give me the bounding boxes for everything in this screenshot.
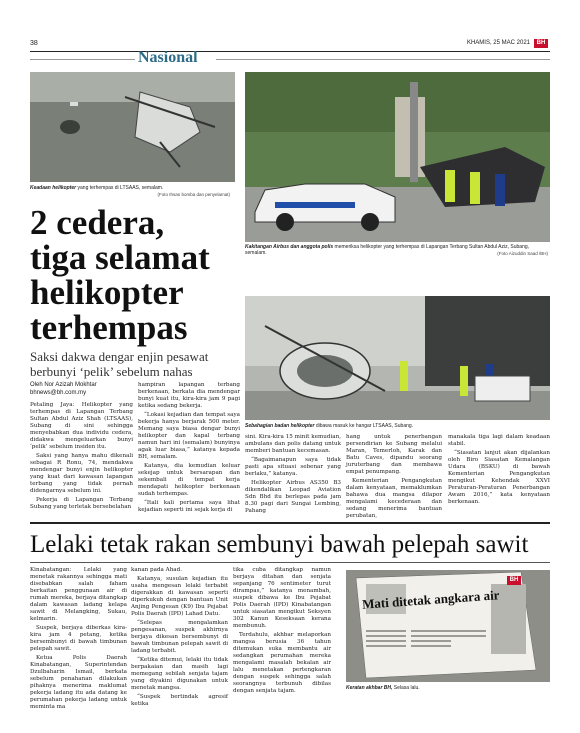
paragraph: Terdahulu, akhbar melaporkan mangsa berusia 36 tahun ditemukan suka membantu air sedangkan perumahan mereka mengalami masalah bekalan air lalu menetakan pertengkaran dengan suspek sehingga salah seorangnya terbunuh dibilas dengan senjata tajam. (233, 632, 331, 694)
photo1-caption-text: yang terhempas di LTSAAS, semalam. (76, 185, 164, 191)
issue-date: KHAMIS, 25 MAC 2021 (466, 40, 530, 46)
paragraph: “Siasatan lanjut akan dijalankan oleh Biro Siasatan Kemalangan Udara (BSKU) di bawah Kementerian Pengangkutan mengikut Kehendak XXVI Peraturan-Peraturan Penerbangan Awam 2016,” kata kenyataan berkenaan. (448, 450, 550, 505)
paragraph: Katanya, susulan kejadian itu usaha mengesan lelaki terbabit digerakkan di kawasan seperti diperkukuh dengan bantuan Unit Anjing Pengesan (K9) Ibu Pejabat Polis Daerah (IPD) Lahad Datu. (131, 576, 228, 617)
paragraph: Katanya, dia kemudian keluar sekejap untuk bersarapan dan sekembali di tempat kerja mendapati helikopter berkenaan sudah terhempas. (138, 463, 240, 497)
clipping-caption (346, 685, 550, 691)
bh-logo: BH (534, 39, 548, 48)
photo1-credit: (Foto Ihsan bomba dan penyelamat) (157, 192, 230, 197)
headline-line: terhempas (30, 308, 188, 347)
section-rule-right (216, 59, 550, 60)
story1-column-4 (346, 434, 442, 522)
paragraph: tika cuba ditangkap namun berjaya ditahan dan senjata sepanjang 76 sentimeter turut dirampas,” katanya menambah, suspek dibawa ke Ibu Pejabat Polis Daerah (IPD) Kinabatangan untuk siasatan mengikut Seksyen 302 Kanun Keseksaan kerana membunuh. (233, 567, 331, 629)
byline-email: bhnews@bh.com.my (30, 389, 87, 396)
story-divider (30, 522, 550, 524)
story2-column-1 (30, 567, 127, 713)
clipping-headline: Mati ditetak angkara air (361, 587, 500, 612)
photo1-caption (30, 185, 235, 191)
paragraph: Petaling Jaya: Helikopter yang terhempas di Lapangan Terbang Sultan Abdul Aziz Shah (LTSAAS), Subang di sini sehingga menyebabkan dua individu cedera, didakwa mengeluarkan bunyi ‘pelik’ sebelum insiden itu. (30, 402, 133, 450)
paragraph: manakala tiga lagi dalam keadaan stabil. (448, 434, 550, 447)
story1-column-1 (30, 402, 133, 513)
section-title: Nasional (138, 49, 198, 66)
headline-line: helikopter (30, 273, 184, 312)
paragraph: kanan pada Ahad. (131, 567, 182, 573)
photo-police-car-helicopter (245, 72, 550, 242)
paragraph: Saksi yang hanya mahu dikenali sebagai R Ronu, 74, mendakwa mendengar bunyi enjin helikopter yang kuat dari kawasan lapangan terbang yang tidak pernah didengarnya sebelum ini. (30, 453, 133, 494)
story1-column-5 (448, 434, 550, 508)
header-rule (30, 51, 550, 52)
byline-name: Oleh Nor Azizah Mokhtar (30, 382, 97, 388)
main-headline (30, 205, 240, 345)
story1-column-3 (245, 434, 341, 517)
paragraph: Ketua Polis Daerah Kinabatangan, Superintendan Dzulbaharin Ismail, berkata sebelum penahanan dilakukan pihaknya menerima maklumat pekerja ladang itu ada datang ke perumahan pekerja ladang untuk meminta ma (30, 655, 127, 710)
paragraph: “Selepas mengalamkan pengesanan, suspek akhirnya berjaya dikesan bersembunyi di bawah timbunan pelepah sawit di ladang terbabit. (131, 620, 228, 654)
story1-column-2 (138, 382, 240, 516)
paragraph: “Suspek bertindak agresif ketika (131, 694, 228, 707)
paragraph: “Bagaimanapun saya tidak pasti apa situasi sebenar yang berlaku,” katanya. (245, 457, 341, 477)
photo-newspaper-clipping (346, 570, 550, 682)
clipping-caption-text: Selasa lalu. (392, 685, 420, 691)
photo2-credit: (Foto Aizuddin Saad /BH) (497, 251, 548, 256)
sub-headline: Saksi dakwa dengar enjin pesawat berbunyi ‘pelik’ sebelum nahas (30, 349, 209, 379)
paragraph: “Itali kali pertama saya lihat kejadian seperti ini sejak kerja di (138, 500, 240, 513)
story2-headline: Lelaki tetak rakan sembunyi bawah pelepah sawit (30, 531, 529, 558)
paragraph: “Ketika ditemui, lelaki itu tidak berpakaian dan masih lagi memegang sebilah senjata tajam yang diyakini digunakan untuk menetak mangsa. (131, 657, 228, 691)
paragraph: “Lokasi kejadian dan tempat saya bekerja hanya berjarak 500 meter. Memang saya biasa dengar bunyi helikopter dan kapal terbang namun hari ini (semalam) bunyinya agak luar biasa,” katanya kepada BH, semalam. (138, 412, 240, 460)
story2-column-2 (131, 567, 228, 710)
photo3-caption-text: dibawa masuk ke hangar LTSAAS, Subang. (314, 423, 414, 429)
story2-column-3 (233, 567, 331, 697)
photo-helicopter-hangar (245, 296, 550, 420)
paragraph: hang untuk penerbangan persendirian ke Subang melalui Maran, Temerloh, Karak dan Batu Caves, dipandu seorang juruterbang dan membawa empat penumpang. (346, 434, 442, 475)
photo3-caption (245, 423, 550, 429)
clipping-caption-bold: Keratan akhbar BH, (346, 685, 393, 691)
photo3-caption-bold: Sebahagian badan helikopter (245, 423, 315, 429)
paragraph: sini. Kira-kira 15 minit kemudian, ambulans dan polis datang untuk memberi bantuan kecemasan. (245, 434, 341, 454)
photo2-caption-text: memeriksa helikopter yang terhempas di Lapangan Terbang Sultan Abdul Aziz, Subang, semalam. (245, 244, 530, 256)
paragraph: hampiran lapangan terbang berkenaan, berkata dia mendengar bunyi kuat itu, kira-kira jam 9 pagi ketika sedang bekerja. (138, 382, 240, 409)
clipping-logo: BH (507, 576, 521, 585)
photo1-caption-bold: Keadaan helikopter (30, 185, 77, 191)
paragraph: Helikopter Airbus AS350 B3 dikendalikan Leopad Aviation Sdn Bhd itu berlepas pada jam 8.30 pagi dari Sungai Lembing, Pahang (245, 480, 341, 514)
photo2-caption-bold: Kakitangan Airbus dan anggota polis (245, 244, 334, 250)
photo-crashed-helicopter (30, 72, 235, 182)
section-rule-left (30, 59, 135, 60)
page-number: 38 (30, 40, 38, 47)
story2-rule (30, 562, 550, 563)
paragraph: Kinabatangan: Lelaki yang menetak rakannya sehingga mati disebabkan salah faham berkaitan penggunaan air di rumah mereka, berjaya ditangkap dalam kawasan ladang kelapa sawit di Melangking, Sukau, kelmarin. (30, 567, 127, 622)
paragraph: Suspek, berjaya diberkas kira-kira jam 4 petang, ketika bersembunyi di bawah timbunan pelepah sawit. (30, 625, 127, 652)
byline (30, 382, 97, 397)
paragraph: Kementerian Pengangkutan dalam kenyataan, memaklumkan bahawa dua mangsa dilapor mengalami kecederaan dan sedang menerima bantuan perubatan, (346, 478, 442, 519)
headline-line: tiga selamat (30, 238, 210, 277)
paragraph: Pekerja di Lapangan Terbang Subang yang terletak bersebelahan (30, 497, 133, 510)
headline-line: 2 cedera, (30, 203, 165, 242)
